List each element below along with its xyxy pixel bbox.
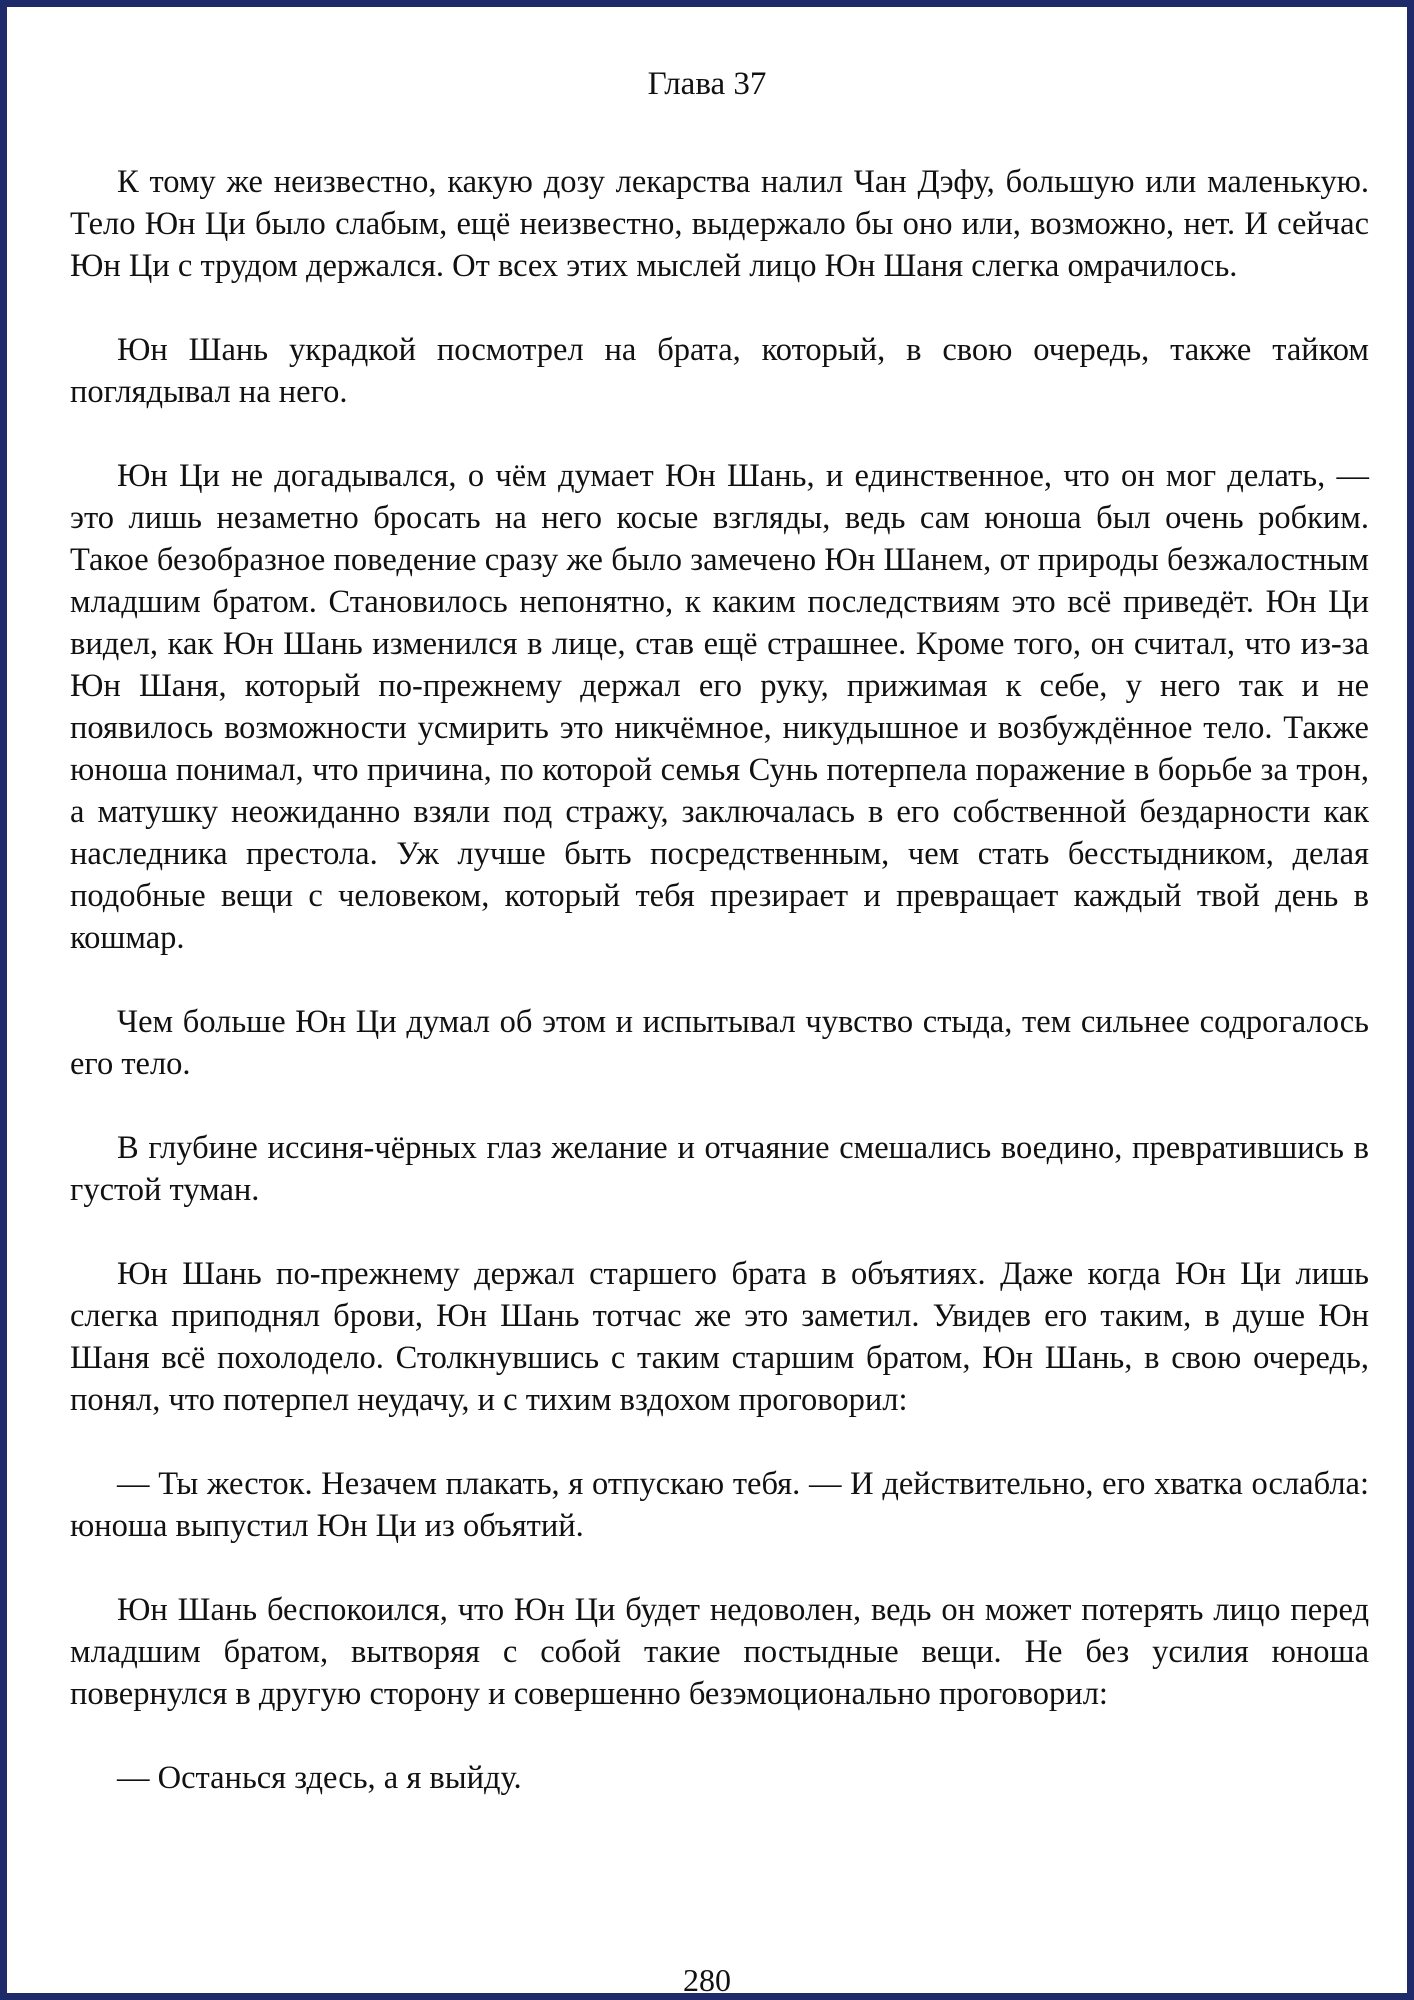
paragraph: Юн Шань по-прежнему держал старшего брата в объятиях. Даже когда Юн Ци лишь слегка приподнял брови, Юн Шань тотчас же это заметил. Увидев его таким, в душе Юн Шаня всё похолодело. Столкнувшись с таким старшим братом, Юн Шань, в свою очередь, понял, что потерпел неудачу, и с тихим вздохом проговорил: <box>70 1256 1369 1418</box>
paragraph: Юн Ци не догадывался, о чём думает Юн Шань, и единственное, что он мог делать, — это лишь незаметно бросать на него косые взгляды, ведь сам юноша был очень робким. Такое безобразное поведение сразу же было замечено Юн Шанем, от природы безжалостным младшим братом. Становилось непонятно, к каким последствиям это всё приведёт. Юн Ци видел, как Юн Шань изменился в лице, став ещё страшнее. Кроме того, он считал, что из-за Юн Шаня, который по-прежнему держал его руку, прижимая к себе, у него так и не появилось возможности усмирить это никчёмное, никудышное и возбуждённое тело. Также юноша понимал, что причина, по которой семья Сунь потерпела поражение в борьбе за трон, а матушку неожиданно взяли под стражу, заключалась в его собственной бездарности как наследника престола. Уж лучше быть посредственным, чем стать бесстыдником, делая подобные вещи с человеком, который тебя презирает и превращает каждый твой день в кошмар. <box>70 458 1369 956</box>
paragraph: — Останься здесь, а я выйду. <box>117 1760 522 1796</box>
paragraph: Юн Шань украдкой посмотрел на брата, который, в свою очередь, также тайком поглядывал на него. <box>70 332 1369 410</box>
paragraph: В глубине иссиня-чёрных глаз желание и отчаяние смешались воедино, превратившись в густой туман. <box>70 1130 1369 1208</box>
paragraph: К тому же неизвестно, какую дозу лекарства налил Чан Дэфу, большую или маленькую. Тело Юн Ци было слабым, ещё неизвестно, выдержало бы оно или, возможно, нет. И сейчас Юн Ци с трудом держался. От всех этих мыслей лицо Юн Шаня слегка омрачилось. <box>70 164 1369 284</box>
page-number: 280 <box>683 1962 731 1998</box>
paragraph: — Ты жесток. Незачем плакать, я отпускаю тебя. — И действительно, его хватка ослабла: юноша выпустил Юн Ци из объятий. <box>70 1466 1369 1544</box>
paragraph: Чем больше Юн Ци думал об этом и испытывал чувство стыда, тем сильнее содрогалось его тело. <box>70 1004 1369 1082</box>
chapter-title: Глава 37 <box>647 66 767 102</box>
paragraph: Юн Шань беспокоился, что Юн Ци будет недоволен, ведь он может потерять лицо перед младшим братом, вытворяя с собой такие постыдные вещи. Не без усилия юноша повернулся в другую сторону и совершенно безэмоционально проговорил: <box>70 1592 1369 1712</box>
body-text <box>70 161 1369 1841</box>
